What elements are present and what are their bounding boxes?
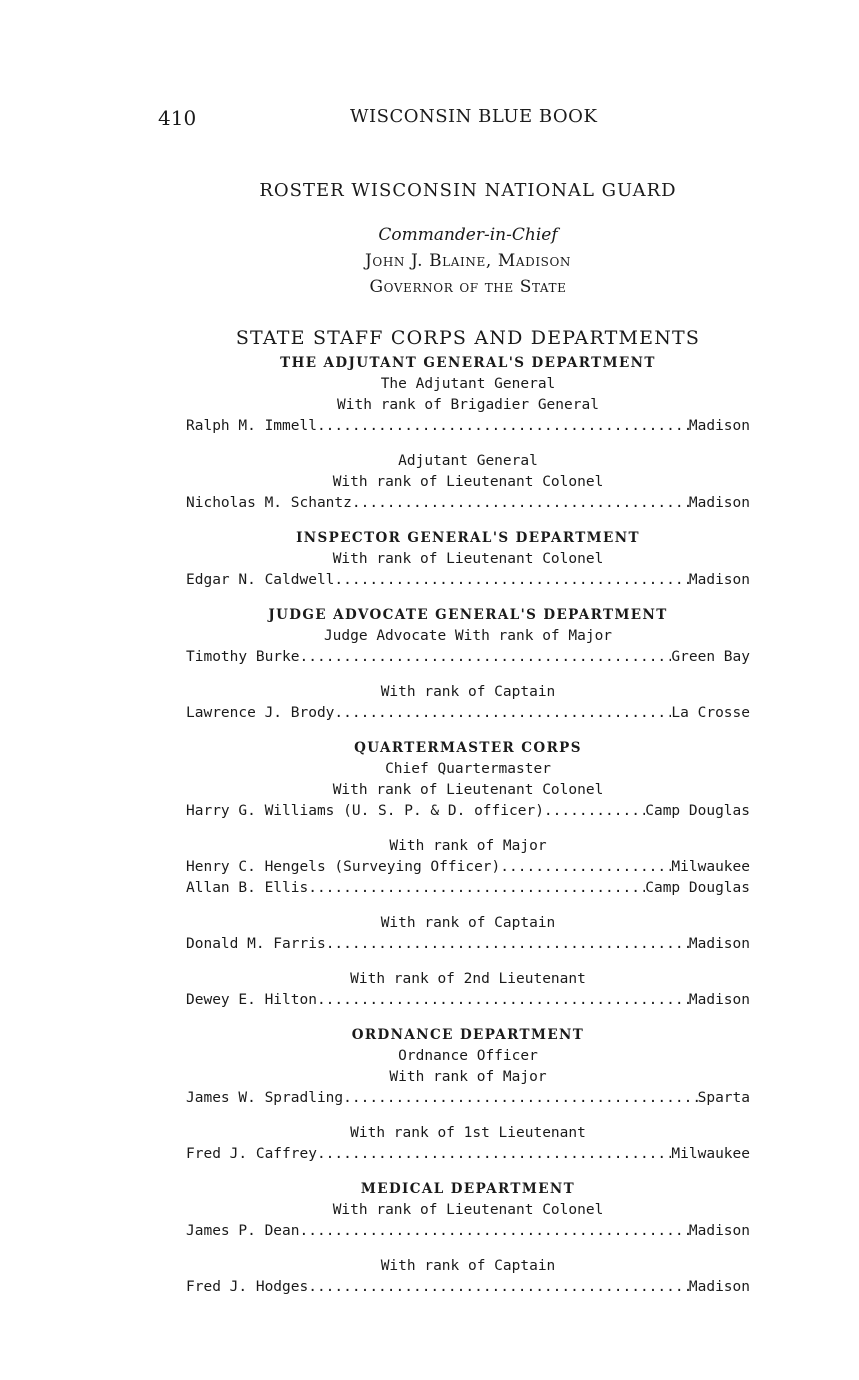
running-head: WISCONSIN BLUE BOOK — [350, 106, 598, 127]
department-section — [186, 530, 750, 591]
officer-name: Timothy Burke — [186, 649, 300, 665]
officer-name: James W. Spradling — [186, 1090, 344, 1106]
rank-group — [186, 1200, 750, 1242]
dot-leader — [317, 990, 689, 1011]
officer-name: Ralph M. Immell — [186, 418, 317, 434]
roster-entry — [186, 1088, 750, 1109]
dot-leader — [308, 1277, 689, 1298]
officer-name: Dewey E. Hilton — [186, 992, 317, 1008]
rank-group — [186, 549, 750, 591]
rank-group — [186, 1046, 750, 1109]
rank-line: With rank of Brigadier General — [337, 397, 599, 413]
roster-entry — [186, 703, 750, 724]
rank-group — [186, 682, 750, 724]
officer-location: Madison — [688, 1279, 750, 1295]
dot-leader — [300, 1221, 689, 1242]
department-title: INSPECTOR GENERAL'S DEPARTMENT — [296, 530, 640, 546]
commander-name: John J. Blaine, Madison — [364, 251, 572, 271]
department-title: QUARTERMASTER CORPS — [354, 740, 582, 756]
department-list — [186, 355, 750, 1298]
roster-entry — [186, 990, 750, 1011]
officer-location: Sparta — [697, 1090, 750, 1106]
roster-entry — [186, 570, 750, 591]
roster-entry — [186, 416, 750, 437]
officer-location: Milwaukee — [671, 1146, 750, 1162]
roster-content — [186, 180, 750, 1314]
rank-line: With rank of Captain — [380, 684, 556, 700]
dot-leader — [326, 934, 689, 955]
rank-line: With rank of Major — [389, 1069, 547, 1085]
rank-line: With rank of Captain — [380, 1258, 556, 1274]
officer-location: Madison — [688, 936, 750, 952]
rank-line: With rank of Lieutenant Colonel — [332, 551, 604, 567]
rank-line: Chief Quartermaster — [385, 761, 551, 777]
dot-leader — [334, 703, 671, 724]
dot-leader — [544, 801, 645, 822]
department-title: MEDICAL DEPARTMENT — [360, 1181, 576, 1197]
officer-name: Donald M. Farris — [186, 936, 326, 952]
officer-location: Madison — [688, 418, 750, 434]
rank-line: With rank of Lieutenant Colonel — [332, 782, 604, 798]
roster-entry — [186, 493, 750, 514]
department-section — [186, 355, 750, 514]
officer-location: Green Bay — [671, 649, 750, 665]
officer-name: Lawrence J. Brody — [186, 705, 335, 721]
officer-name: Harry G. Williams (U. S. P. & D. officer) — [186, 803, 544, 819]
staff-section-title: STATE STAFF CORPS AND DEPARTMENTS — [235, 327, 701, 349]
officer-location: Milwaukee — [671, 859, 750, 875]
roster-entry — [186, 1144, 750, 1165]
rank-group — [186, 1256, 750, 1298]
rank-group — [186, 1123, 750, 1165]
rank-line: The Adjutant General — [380, 376, 556, 392]
rank-line: With rank of Major — [389, 838, 547, 854]
roster-entry — [186, 801, 750, 822]
roster-title: ROSTER WISCONSIN NATIONAL GUARD — [259, 180, 677, 201]
page-header — [0, 106, 859, 134]
dot-leader — [317, 1144, 671, 1165]
officer-location: Madison — [688, 1223, 750, 1239]
department-section — [186, 740, 750, 1011]
department-section — [186, 1027, 750, 1165]
officer-location: La Crosse — [671, 705, 750, 721]
officer-location: Camp Douglas — [645, 803, 750, 819]
officer-location: Camp Douglas — [645, 880, 750, 896]
department-section — [186, 1181, 750, 1298]
page-number: 410 — [158, 106, 197, 130]
rank-line: With rank of Lieutenant Colonel — [332, 1202, 604, 1218]
department-title: JUDGE ADVOCATE GENERAL'S DEPARTMENT — [268, 607, 668, 623]
roster-entry — [186, 647, 750, 668]
rank-group — [186, 969, 750, 1011]
dot-leader — [500, 857, 671, 878]
officer-name: Fred J. Caffrey — [186, 1146, 317, 1162]
officer-name: James P. Dean — [186, 1223, 300, 1239]
rank-group — [186, 451, 750, 514]
officer-name: Edgar N. Caldwell — [186, 572, 335, 588]
department-section — [186, 607, 750, 724]
commander-office: Governor of the State — [369, 277, 567, 297]
officer-name: Nicholas M. Schantz — [186, 495, 352, 511]
roster-entry — [186, 1221, 750, 1242]
dot-leader — [317, 416, 689, 437]
dot-leader — [300, 647, 672, 668]
officer-name: Allan B. Ellis — [186, 880, 309, 896]
rank-group — [186, 913, 750, 955]
rank-line: Adjutant General — [398, 453, 538, 469]
rank-group — [186, 374, 750, 437]
commander-label: Commander-in-Chief — [378, 225, 558, 245]
roster-entry — [186, 857, 750, 878]
roster-entry — [186, 878, 750, 899]
rank-line: With rank of Captain — [380, 915, 556, 931]
department-title: THE ADJUTANT GENERAL'S DEPARTMENT — [280, 355, 656, 371]
dot-leader — [334, 570, 688, 591]
officer-location: Madison — [688, 495, 750, 511]
rank-group — [186, 759, 750, 822]
rank-group — [186, 626, 750, 668]
rank-line: With rank of Lieutenant Colonel — [332, 474, 604, 490]
rank-group — [186, 836, 750, 899]
dot-leader — [352, 493, 689, 514]
roster-entry — [186, 934, 750, 955]
dot-leader — [308, 878, 645, 899]
rank-line: Ordnance Officer — [398, 1048, 538, 1064]
rank-line: Judge Advocate With rank of Major — [323, 628, 613, 644]
officer-location: Madison — [688, 572, 750, 588]
department-title: ORDNANCE DEPARTMENT — [351, 1027, 585, 1043]
rank-line: With rank of 1st Lieutenant — [350, 1125, 586, 1141]
dot-leader — [343, 1088, 697, 1109]
roster-entry — [186, 1277, 750, 1298]
officer-name: Henry C. Hengels (Surveying Officer) — [186, 859, 501, 875]
officer-name: Fred J. Hodges — [186, 1279, 309, 1295]
officer-location: Madison — [688, 992, 750, 1008]
rank-line: With rank of 2nd Lieutenant — [350, 971, 586, 987]
